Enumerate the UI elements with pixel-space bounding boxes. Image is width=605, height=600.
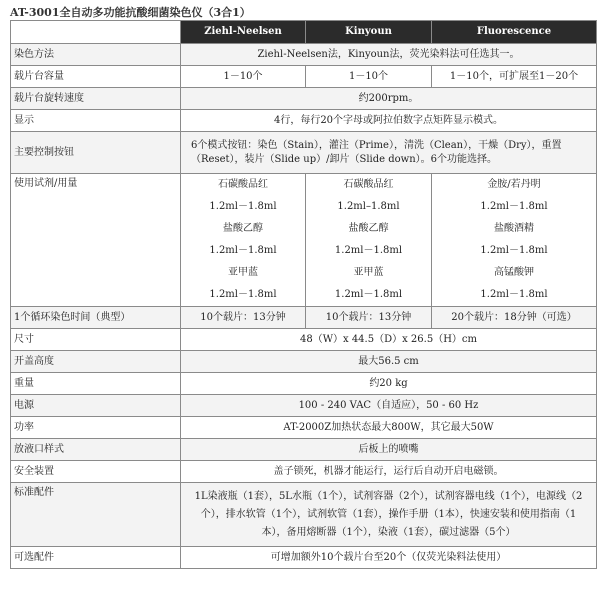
capacity-zn: 1－10个 xyxy=(181,66,306,88)
row-safety xyxy=(11,461,597,483)
row-label: 1个循环染色时间（典型） xyxy=(11,307,181,329)
row-display xyxy=(11,110,597,132)
row-cycle-time xyxy=(11,307,597,329)
reagents-zn xyxy=(181,174,306,307)
row-value: 约20 kg xyxy=(181,373,597,395)
header-fluorescence: Fluorescence xyxy=(432,21,597,44)
row-weight xyxy=(11,373,597,395)
reagent-name: 亚甲蓝 xyxy=(228,267,258,278)
document-title: AT-3001全自动多功能抗酸细菌染色仪（3合1） xyxy=(10,6,251,19)
row-label: 标准配件 xyxy=(11,483,181,547)
row-stain-method xyxy=(11,44,597,66)
row-optional xyxy=(11,547,597,569)
row-label: 载片台容量 xyxy=(11,66,181,88)
reagent-volume: 1.2ml－1.8ml xyxy=(480,201,548,212)
cycle-time-kinyoun: 10个载片：13分钟 xyxy=(306,307,432,329)
row-value: 后板上的喷嘴 xyxy=(181,439,597,461)
capacity-kinyoun: 1－10个 xyxy=(306,66,432,88)
row-drain xyxy=(11,439,597,461)
reagents-kinyoun xyxy=(306,174,432,307)
row-value: 可增加额外10个载片台至20个（仅荧光染料法使用） xyxy=(181,547,597,569)
row-value: 盖子锁死，机器才能运行，运行后自动开启电磁锁。 xyxy=(181,461,597,483)
reagent-name: 石碳酸品红 xyxy=(343,179,394,190)
row-label: 电源 xyxy=(11,395,181,417)
row-label: 重量 xyxy=(11,373,181,395)
row-value: 100 - 240 VAC（自适应），50 - 60 Hz xyxy=(181,395,597,417)
reagent-name: 盐酸乙醇 xyxy=(223,223,263,234)
reagent-volume: 1.2ml–1.8ml xyxy=(337,201,400,212)
reagent-volume: 1.2ml－1.8ml xyxy=(480,245,548,256)
row-label: 功率 xyxy=(11,417,181,439)
row-value: 最大56.5 cm xyxy=(181,351,597,373)
row-value: AT-2000Z加热状态最大800W，其它最大50W xyxy=(181,417,597,439)
row-rotation xyxy=(11,88,597,110)
header-blank-cell xyxy=(11,21,181,44)
row-value: 48（W）x 44.5（D）x 26.5（H）cm xyxy=(181,329,597,351)
reagent-volume: 1.2ml－1.8ml xyxy=(334,245,403,256)
reagent-name: 亚甲蓝 xyxy=(353,267,384,278)
reagent-name: 高锰酸钾 xyxy=(494,267,534,278)
reagent-name: 盐酸乙醇 xyxy=(348,223,389,234)
row-value: Ziehl-Neelsen法，Kinyoun法，荧光染料法可任选其一。 xyxy=(181,44,597,66)
row-power xyxy=(11,395,597,417)
row-label: 安全装置 xyxy=(11,461,181,483)
table-header-row xyxy=(11,21,597,44)
row-label: 使用试剂/用量 xyxy=(11,174,181,307)
row-reagents xyxy=(11,174,597,307)
row-label: 开盖高度 xyxy=(11,351,181,373)
row-value: 4行，每行20个字母或阿拉伯数字点矩阵显示模式。 xyxy=(181,110,597,132)
row-size xyxy=(11,329,597,351)
row-value: 约200rpm。 xyxy=(181,88,597,110)
row-capacity xyxy=(11,66,597,88)
row-open-height xyxy=(11,351,597,373)
reagent-volume: 1.2ml－1.8ml xyxy=(209,245,277,256)
row-buttons xyxy=(11,132,597,174)
reagent-volume: 1.2ml－1.8ml xyxy=(209,289,277,300)
row-label: 尺寸 xyxy=(11,329,181,351)
row-label: 染色方法 xyxy=(11,44,181,66)
reagent-volume: 1.2ml－1.8ml xyxy=(480,289,548,300)
row-label: 主要控制按钮 xyxy=(11,132,181,174)
reagent-name: 石碳酸品红 xyxy=(218,179,268,190)
row-value: 6个模式按钮：染色（Stain），灌注（Prime），清洗（Clean），干燥（Dry），重置（Reset），装片（Slide up）/卸片（Slide down）。6个功能选择。 xyxy=(181,132,597,174)
header-ziehl-neelsen: Ziehl-Neelsen xyxy=(181,21,306,44)
reagent-name: 金胺/若丹明 xyxy=(487,179,541,190)
row-label: 可选配件 xyxy=(11,547,181,569)
spec-table xyxy=(10,20,597,569)
header-kinyoun: Kinyoun xyxy=(306,21,432,44)
row-label: 显示 xyxy=(11,110,181,132)
reagent-name: 盐酸酒精 xyxy=(494,223,534,234)
cycle-time-fluorescence: 20个载片：18分钟（可选） xyxy=(432,307,597,329)
reagent-volume: 1.2ml－1.8ml xyxy=(334,289,403,300)
row-consumption xyxy=(11,417,597,439)
row-label: 放液口样式 xyxy=(11,439,181,461)
reagents-fluorescence xyxy=(432,174,597,307)
reagent-volume: 1.2ml－1.8ml xyxy=(209,201,277,212)
capacity-fluorescence: 1－10个，可扩展至1－20个 xyxy=(432,66,597,88)
row-label: 载片台旋转速度 xyxy=(11,88,181,110)
cycle-time-zn: 10个载片：13分钟 xyxy=(181,307,306,329)
row-accessories xyxy=(11,483,597,547)
row-value: 1L染液瓶（1套），5L水瓶（1个），试剂容器（2个），试剂容器电线（1个），电源线（2个），排水软管（1个），试剂软管（1套），操作手册（1本），快速安装和使用指南（1本），备用熔断器（1个），染液（1套），碳过滤器（5个） xyxy=(181,483,597,547)
